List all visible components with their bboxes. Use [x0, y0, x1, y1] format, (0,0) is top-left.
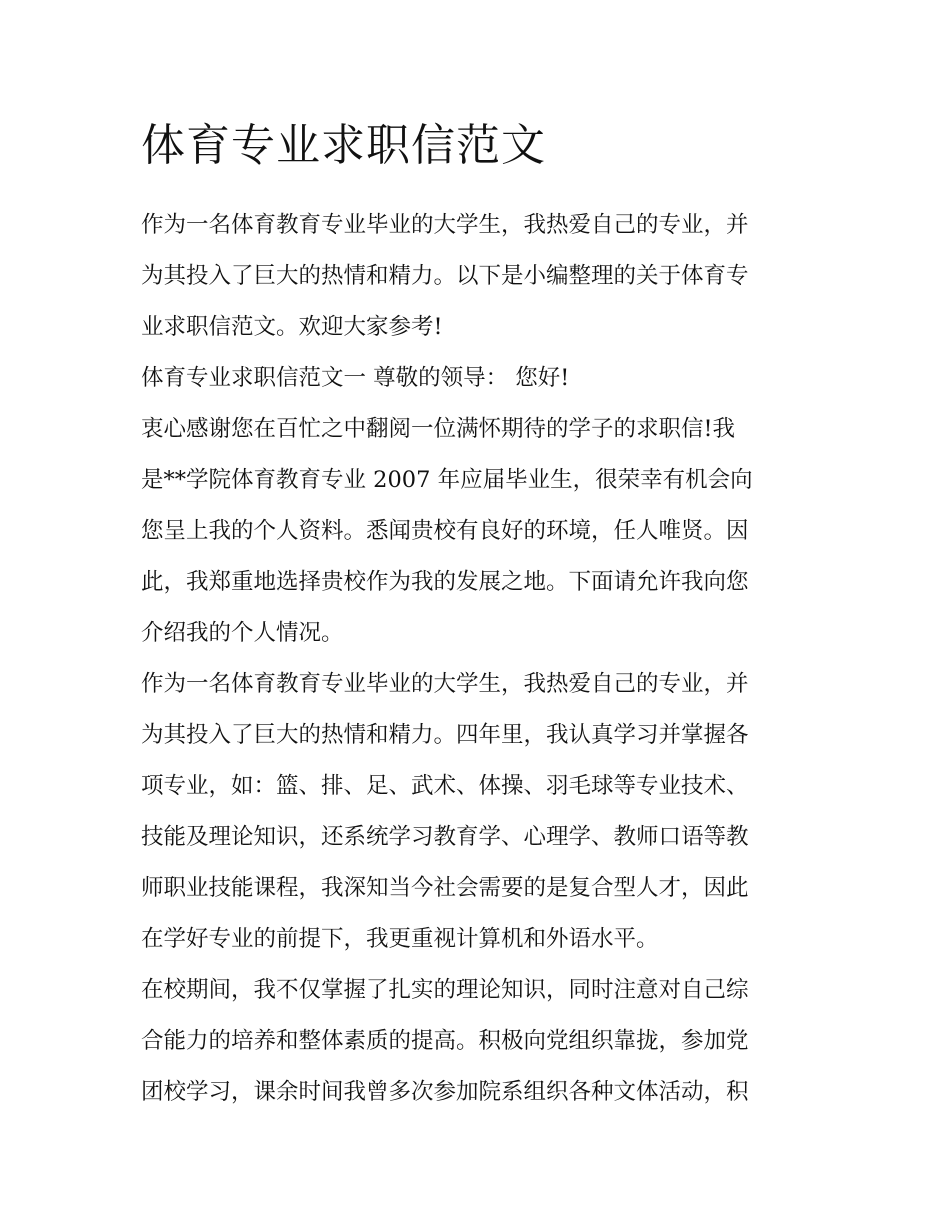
text-line: 为其投入了巨大的热情和精力。四年里，我认真学习并掌握各 — [141, 722, 749, 748]
text-line: 介绍我的个人情况。 — [141, 620, 344, 646]
document-title: 体育专业求职信范文 — [141, 120, 546, 171]
text-line: 是**学院体育教育专业 2007 年应届毕业生，很荣幸有机会向 — [141, 467, 753, 493]
text-line: 师职业技能课程，我深知当今社会需要的是复合型人才，因此 — [141, 875, 749, 901]
text-line: 作为一名体育教育专业毕业的大学生，我热爱自己的专业，并 — [141, 671, 749, 697]
salutation-line: 体育专业求职信范文一 尊敬的领导： 您好! — [141, 365, 570, 391]
text-line: 业求职信范文。欢迎大家参考! — [141, 314, 443, 340]
text-line: 衷心感谢您在百忙之中翻阅一位满怀期待的学子的求职信!我 — [141, 416, 736, 442]
text-line: 技能及理论知识，还系统学习教育学、心理学、教师口语等教 — [141, 824, 749, 850]
text-line: 作为一名体育教育专业毕业的大学生，我热爱自己的专业，并 — [141, 212, 749, 238]
text-line: 合能力的培养和整体素质的提高。积极向党组织靠拢，参加党 — [141, 1028, 749, 1054]
text-line: 您呈上我的个人资料。悉闻贵校有良好的环境，任人唯贤。因 — [141, 518, 749, 544]
text-line: 团校学习，课余时间我曾多次参加院系组织各种文体活动，积 — [141, 1079, 749, 1105]
document-body — [141, 200, 821, 1118]
text-line: 在学好专业的前提下，我更重视计算机和外语水平。 — [141, 926, 659, 952]
text-line: 在校期间，我不仅掌握了扎实的理论知识，同时注意对自己综 — [141, 977, 749, 1003]
text-line: 项专业，如：篮、排、足、武术、体操、羽毛球等专业技术、 — [141, 773, 749, 799]
text-line: 为其投入了巨大的热情和精力。以下是小编整理的关于体育专 — [141, 263, 749, 289]
text-line: 此，我郑重地选择贵校作为我的发展之地。下面请允许我向您 — [141, 569, 749, 595]
